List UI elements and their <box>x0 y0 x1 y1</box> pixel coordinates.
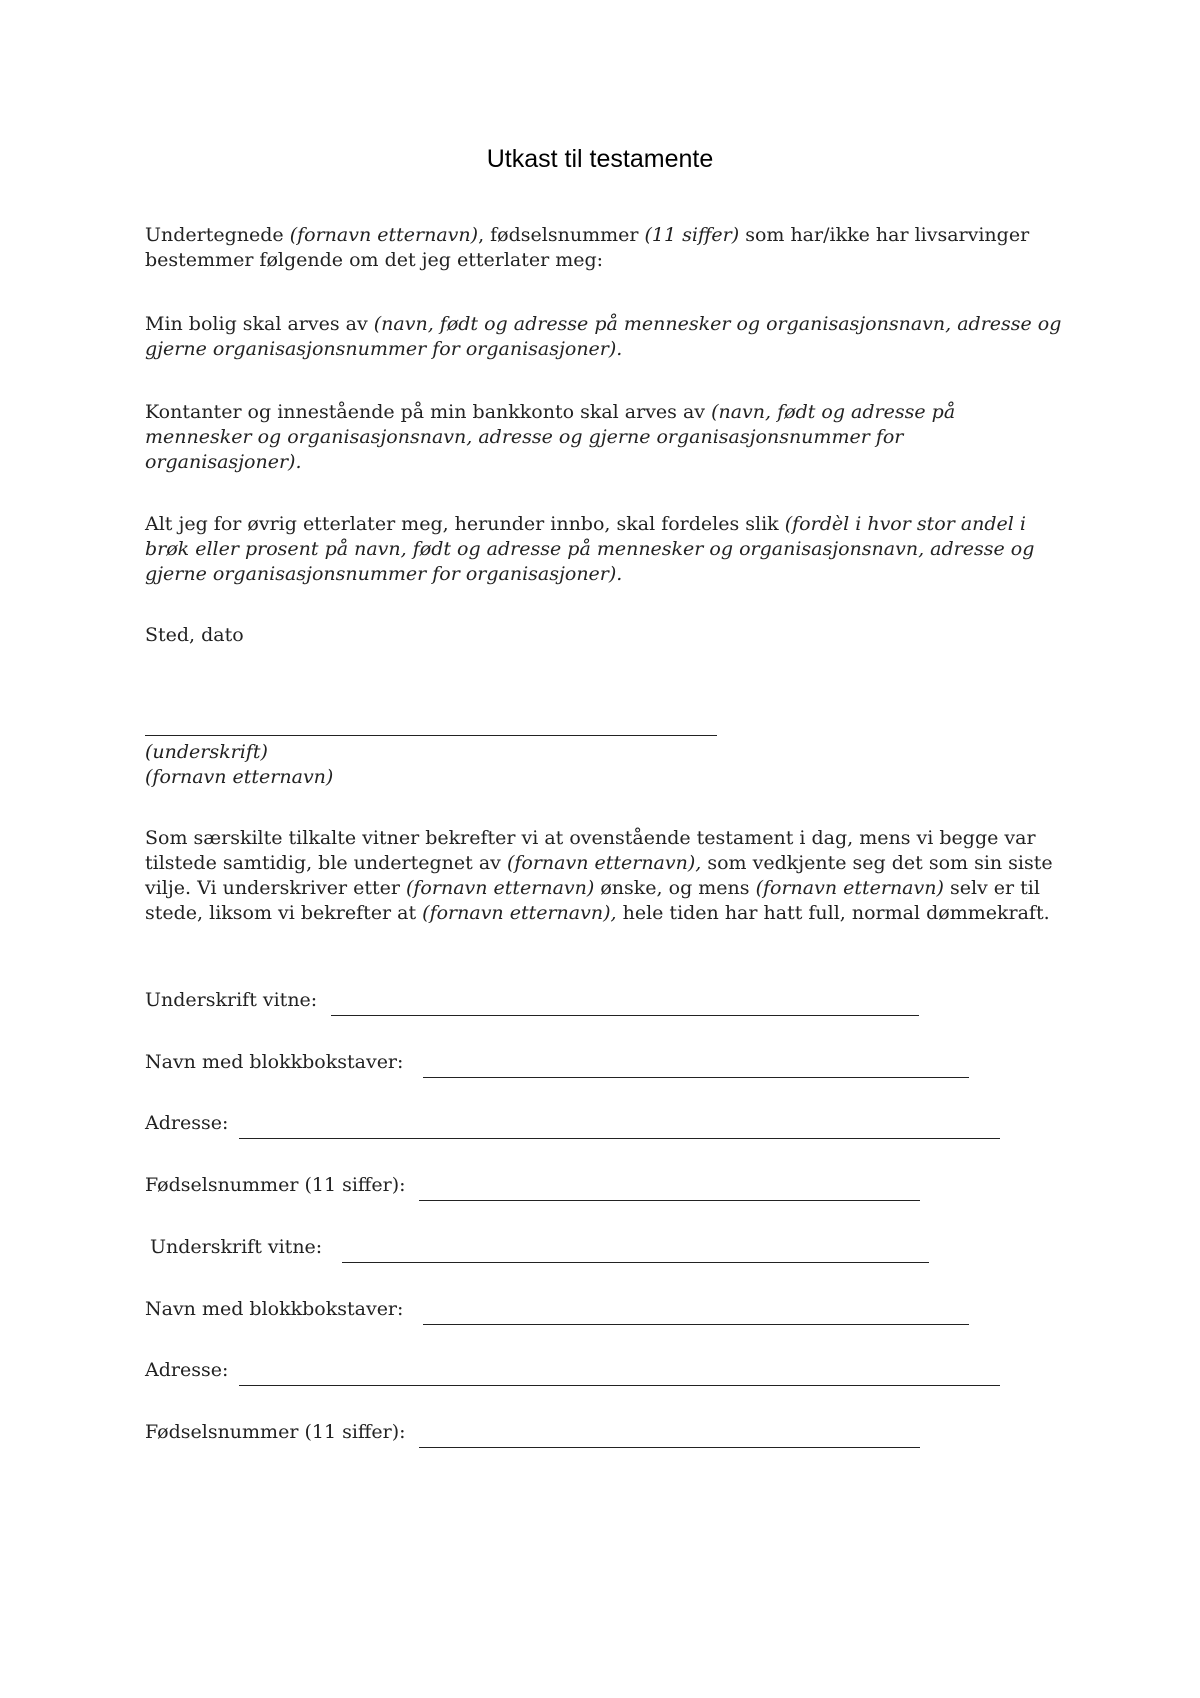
witness1-name-field[interactable] <box>145 1050 975 1078</box>
intro-paragraph <box>145 223 1065 273</box>
witness-placeholder-1: (fornavn etternavn), <box>506 852 702 874</box>
intro-text-3: som har/ikke har livsarvinger bestemmer følgende om det jeg etterlater meg: <box>145 224 1030 271</box>
signature-caption: (underskrift) <box>145 741 268 763</box>
intro-text-2: , fødselsnummer <box>478 224 645 246</box>
witness1-signature-field[interactable] <box>145 988 925 1016</box>
intro-text-1: Undertegnede <box>145 224 290 246</box>
intro-placeholder-ssn: (11 siffer) <box>644 224 740 246</box>
witness-text-5: hele tiden har hatt full, normal dømmekraft. <box>616 902 1050 924</box>
field-label: Adresse: <box>145 1112 229 1134</box>
fill-line[interactable] <box>419 1447 920 1448</box>
intro-placeholder-name: (fornavn etternavn) <box>289 224 479 246</box>
witness-placeholder-2: (fornavn etternavn) <box>405 877 595 899</box>
housing-paragraph <box>145 312 1065 362</box>
field-label: Navn med blokkbokstaver: <box>145 1298 404 1320</box>
cash-paragraph <box>145 400 1065 475</box>
remaining-placeholder: (fordèl i hvor stor andel i brøk eller prosent på navn, født og adresse på mennesker og organisasjonsnavn, adresse og gjerne organisasjonsnummer for organisasjoner). <box>145 513 1035 585</box>
witness-text-3: ønske, og mens <box>594 877 756 899</box>
witness-placeholder-4: (fornavn etternavn), <box>422 902 617 924</box>
field-label: Underskrift vitne: <box>145 989 318 1011</box>
housing-text: Min bolig skal arves av <box>145 313 374 335</box>
fill-line[interactable] <box>239 1138 1000 1139</box>
field-label: Navn med blokkbokstaver: <box>145 1051 404 1073</box>
cash-placeholder: (navn, født og adresse på mennesker og organisasjonsnavn, adresse og gjerne organisasjonsnummer for organisasjoner). <box>145 401 956 473</box>
field-label: Fødselsnummer (11 siffer): <box>145 1421 406 1443</box>
place-date: Sted, dato <box>145 624 244 646</box>
fill-line[interactable] <box>419 1200 920 1201</box>
witness1-address-field[interactable] <box>145 1111 1005 1139</box>
fill-line[interactable] <box>423 1077 969 1078</box>
witness-text-2: som vedkjente seg det som sin siste vilje. Vi underskriver etter <box>145 852 1053 899</box>
witness2-signature-field[interactable] <box>150 1235 940 1263</box>
field-label: Fødselsnummer (11 siffer): <box>145 1174 406 1196</box>
fill-line[interactable] <box>331 1015 919 1016</box>
witness-text-1: Som særskilte tilkalte vitner bekrefter vi at ovenstående testament i dag, mens vi begge var tilstede samtidig, ble undertegnet av <box>145 827 1036 874</box>
fill-line[interactable] <box>342 1262 929 1263</box>
document-title: Utkast til testamente <box>486 145 714 173</box>
witness2-ssn-field[interactable] <box>145 1420 925 1448</box>
testator-signature-line <box>145 735 717 736</box>
witness-placeholder-3: (fornavn etternavn) <box>755 877 944 899</box>
remaining-text: Alt jeg for øvrig etterlater meg, herunder innbo, skal fordeles slik <box>145 513 785 535</box>
witness2-address-field[interactable] <box>145 1358 1005 1386</box>
witness1-ssn-field[interactable] <box>145 1173 925 1201</box>
signature-name-caption: (fornavn etternavn) <box>145 766 334 788</box>
field-label: Underskrift vitne: <box>150 1236 323 1258</box>
field-label: Adresse: <box>145 1359 229 1381</box>
fill-line[interactable] <box>423 1324 969 1325</box>
witness2-name-field[interactable] <box>145 1297 975 1325</box>
housing-placeholder: (navn, født og adresse på mennesker og organisasjonsnavn, adresse og gjerne organisasjonsnummer for organisasjoner). <box>145 313 1062 360</box>
witness-text-4: selv er til stede, liksom vi bekrefter at <box>145 877 1040 924</box>
fill-line[interactable] <box>239 1385 1000 1386</box>
witness-paragraph <box>145 826 1065 926</box>
remaining-paragraph <box>145 512 1065 587</box>
cash-text: Kontanter og innestående på min bankkonto skal arves av <box>145 401 712 423</box>
